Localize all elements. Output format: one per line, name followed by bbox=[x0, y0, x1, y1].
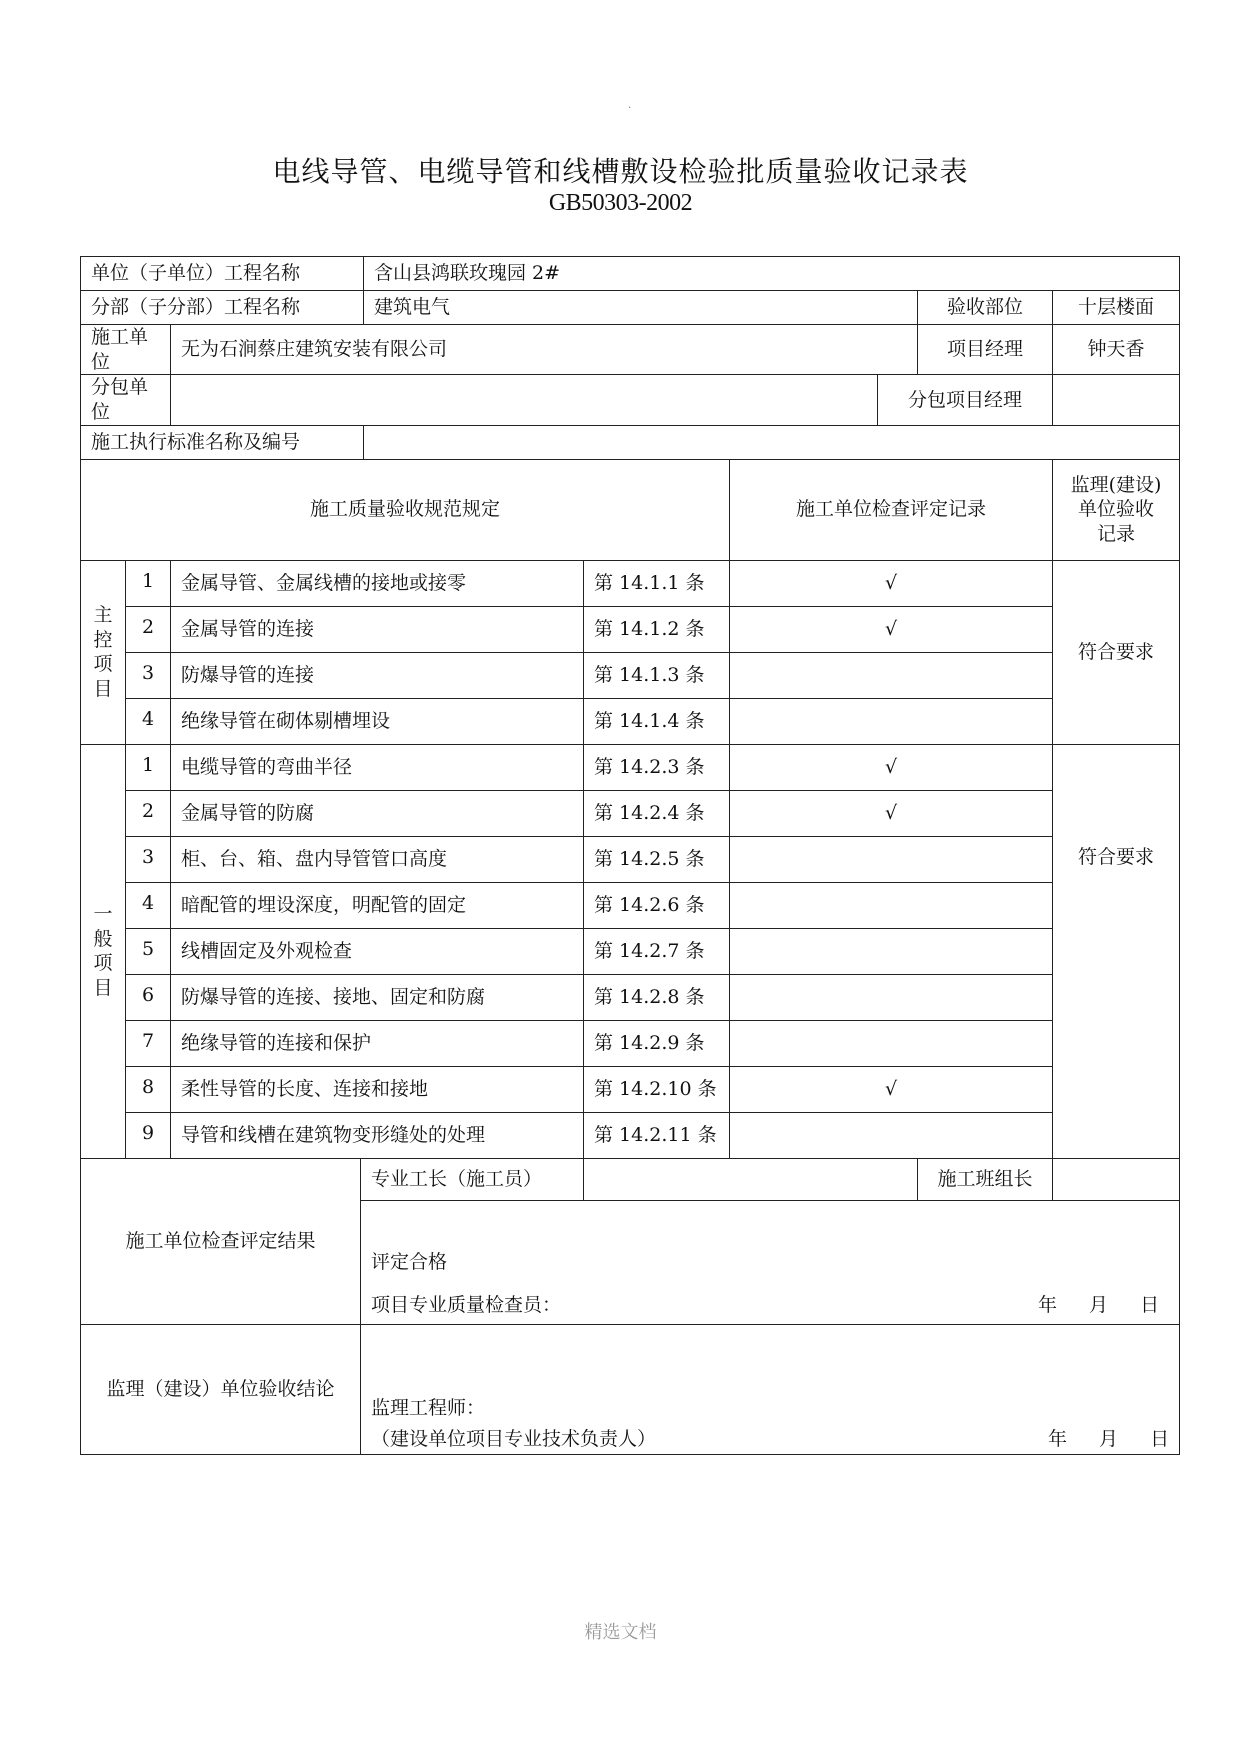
item-check bbox=[730, 836, 1053, 882]
item-description: 金属导管、金属线槽的接地或接零 bbox=[171, 560, 584, 606]
standard-row bbox=[81, 425, 1180, 459]
item-clause: 第 14.2.11 条 bbox=[584, 1112, 730, 1158]
contractor-result-label: 施工单位检查评定结果 bbox=[81, 1158, 361, 1324]
item-check bbox=[730, 652, 1053, 698]
item-number: 1 bbox=[126, 560, 171, 606]
inspector-label: 项目专业质量检查员： bbox=[371, 1294, 562, 1317]
item-number: 3 bbox=[126, 652, 171, 698]
main-items-group-label: 主 控 项 目 bbox=[81, 560, 126, 744]
table-row bbox=[81, 974, 1180, 1020]
location-label: 验收部位 bbox=[918, 291, 1053, 325]
standard-value bbox=[364, 425, 1180, 459]
item-description: 绝缘导管的连接和保护 bbox=[171, 1020, 584, 1066]
footer-watermark: 精选文档 bbox=[584, 1622, 657, 1643]
item-check bbox=[730, 698, 1053, 744]
item-number: 4 bbox=[126, 882, 171, 928]
sub-manager-label: 分包项目经理 bbox=[878, 375, 1053, 425]
item-description: 绝缘导管在砌体剔槽埋设 bbox=[171, 698, 584, 744]
foreman-value bbox=[584, 1158, 918, 1200]
sub-manager-value bbox=[1053, 375, 1180, 425]
item-clause: 第 14.2.3 条 bbox=[584, 744, 730, 790]
item-clause: 第 14.2.7 条 bbox=[584, 928, 730, 974]
item-clause: 第 14.2.4 条 bbox=[584, 790, 730, 836]
division-value: 建筑电气 bbox=[364, 291, 918, 325]
team-leader-value bbox=[1053, 1158, 1180, 1200]
item-clause: 第 14.1.4 条 bbox=[584, 698, 730, 744]
item-number: 2 bbox=[126, 606, 171, 652]
item-description: 金属导管的防腐 bbox=[171, 790, 584, 836]
table-row bbox=[81, 882, 1180, 928]
table-row bbox=[81, 652, 1180, 698]
supervisor-conclusion-box bbox=[361, 1324, 1180, 1454]
item-clause: 第 14.1.3 条 bbox=[584, 652, 730, 698]
item-number: 1 bbox=[126, 744, 171, 790]
division-label: 分部（子分部）工程名称 bbox=[81, 291, 364, 325]
year-label: 年 bbox=[1047, 1428, 1067, 1451]
item-number: 3 bbox=[126, 836, 171, 882]
contractor-label: 施工单位 bbox=[81, 325, 171, 375]
project-label: 单位（子单位）工程名称 bbox=[81, 257, 364, 291]
item-description: 防爆导管的连接 bbox=[171, 652, 584, 698]
supervisor-header-line2: 单位验收 bbox=[1078, 498, 1155, 521]
project-row bbox=[81, 257, 1180, 291]
contractor-value: 无为石涧蔡庄建筑安装有限公司 bbox=[171, 325, 918, 375]
item-number: 4 bbox=[126, 698, 171, 744]
foreman-label: 专业工长（施工员） bbox=[361, 1158, 584, 1200]
supervisor-header-line1: 监理(建设) bbox=[1070, 473, 1162, 496]
item-description: 柔性导管的长度、连接和接地 bbox=[171, 1066, 584, 1112]
item-description: 导管和线槽在建筑物变形缝处的处理 bbox=[171, 1112, 584, 1158]
subcontractor-value bbox=[171, 375, 878, 425]
item-check: √ bbox=[730, 560, 1053, 606]
item-clause: 第 14.1.1 条 bbox=[584, 560, 730, 606]
supervisor-date bbox=[1022, 1427, 1169, 1452]
evaluation-text: 评定合格 bbox=[371, 1251, 448, 1274]
table-row bbox=[81, 606, 1180, 652]
table-row bbox=[81, 698, 1180, 744]
item-description: 防爆导管的连接、接地、固定和防腐 bbox=[171, 974, 584, 1020]
year-label: 年 bbox=[1037, 1294, 1057, 1317]
team-leader-label: 施工班组长 bbox=[918, 1158, 1053, 1200]
project-value: 含山县鸿联玫瑰园 2# bbox=[364, 257, 1180, 291]
table-row bbox=[81, 928, 1180, 974]
item-number: 8 bbox=[126, 1066, 171, 1112]
day-label: 日 bbox=[1140, 1294, 1160, 1317]
standard-code: GB50303-2002 bbox=[548, 190, 693, 216]
column-header-row bbox=[81, 459, 1180, 560]
engineer-label: 监理工程师： bbox=[371, 1397, 486, 1420]
month-label: 月 bbox=[1089, 1294, 1109, 1317]
item-description: 电缆导管的弯曲半径 bbox=[171, 744, 584, 790]
item-check: √ bbox=[730, 790, 1053, 836]
item-check bbox=[730, 882, 1053, 928]
table-row bbox=[81, 1020, 1180, 1066]
subcontractor-row bbox=[81, 375, 1180, 425]
owner-label: （建设单位项目专业技术负责人） bbox=[371, 1428, 657, 1451]
item-clause: 第 14.2.5 条 bbox=[584, 836, 730, 882]
item-number: 2 bbox=[126, 790, 171, 836]
item-clause: 第 14.2.6 条 bbox=[584, 882, 730, 928]
item-check bbox=[730, 1020, 1053, 1066]
item-number: 6 bbox=[126, 974, 171, 1020]
contractor-date bbox=[1012, 1293, 1169, 1318]
item-number: 7 bbox=[126, 1020, 171, 1066]
item-number: 9 bbox=[126, 1112, 171, 1158]
day-label: 日 bbox=[1150, 1428, 1170, 1451]
item-number: 5 bbox=[126, 928, 171, 974]
supervisor-result-label: 监理（建设）单位验收结论 bbox=[81, 1324, 361, 1454]
month-label: 月 bbox=[1099, 1428, 1119, 1451]
supervisor-row bbox=[81, 1324, 1180, 1454]
manager-value: 钟天香 bbox=[1053, 325, 1180, 375]
standard-label: 施工执行标准名称及编号 bbox=[81, 425, 364, 459]
table-row bbox=[81, 744, 1180, 790]
general-items-verdict: 符合要求 bbox=[1053, 744, 1180, 1158]
header-mark: . bbox=[628, 100, 632, 111]
manager-label: 项目经理 bbox=[918, 325, 1053, 375]
main-items-verdict: 符合要求 bbox=[1053, 560, 1180, 744]
item-description: 柜、台、箱、盘内导管管口高度 bbox=[171, 836, 584, 882]
division-row bbox=[81, 291, 1180, 325]
form-title: 电线导管、电缆导管和线槽敷设检验批质量验收记录表 bbox=[272, 155, 969, 188]
location-value: 十层楼面 bbox=[1053, 291, 1180, 325]
contractor-check-header: 施工单位检查评定记录 bbox=[730, 459, 1053, 560]
contractor-evaluation-box bbox=[361, 1200, 1180, 1324]
supervisor-header-line3: 记录 bbox=[1097, 523, 1136, 546]
table-row bbox=[81, 790, 1180, 836]
contractor-row bbox=[81, 325, 1180, 375]
supervisor-header bbox=[1053, 459, 1180, 560]
item-check: √ bbox=[730, 744, 1053, 790]
item-check bbox=[730, 1112, 1053, 1158]
item-check bbox=[730, 974, 1053, 1020]
table-row bbox=[81, 1066, 1180, 1112]
item-check: √ bbox=[730, 1066, 1053, 1112]
foreman-row bbox=[81, 1158, 1180, 1200]
item-description: 暗配管的埋设深度，明配管的固定 bbox=[171, 882, 584, 928]
item-clause: 第 14.1.2 条 bbox=[584, 606, 730, 652]
table-row bbox=[81, 836, 1180, 882]
inspection-record-table bbox=[80, 256, 1180, 1455]
table-row bbox=[81, 560, 1180, 606]
item-clause: 第 14.2.8 条 bbox=[584, 974, 730, 1020]
subcontractor-label: 分包单位 bbox=[81, 375, 171, 425]
spec-header: 施工质量验收规范规定 bbox=[81, 459, 730, 560]
item-description: 线槽固定及外观检查 bbox=[171, 928, 584, 974]
table-row bbox=[81, 1112, 1180, 1158]
item-clause: 第 14.2.9 条 bbox=[584, 1020, 730, 1066]
item-clause: 第 14.2.10 条 bbox=[584, 1066, 730, 1112]
general-items-group-label: 一 般 项 目 bbox=[81, 744, 126, 1158]
item-check bbox=[730, 928, 1053, 974]
item-check: √ bbox=[730, 606, 1053, 652]
item-description: 金属导管的连接 bbox=[171, 606, 584, 652]
